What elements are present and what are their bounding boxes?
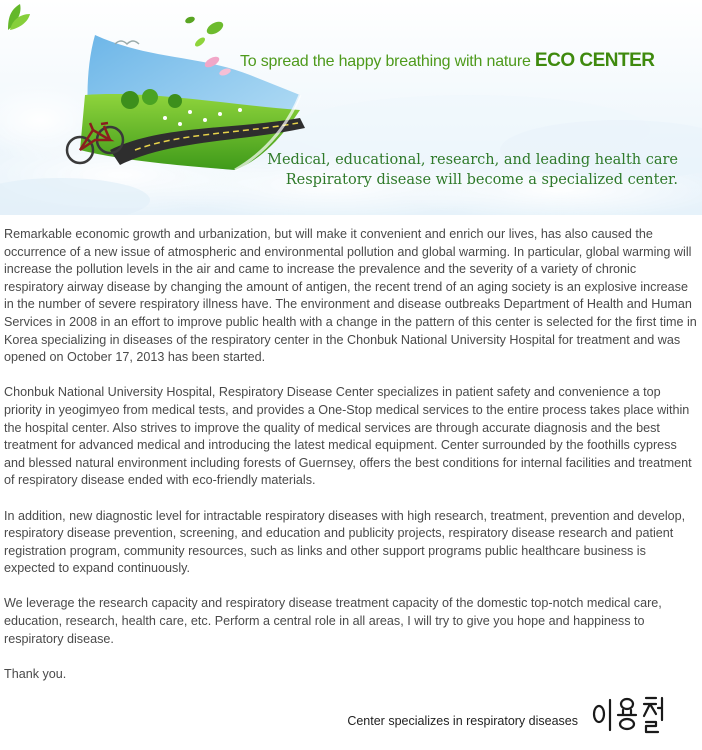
- brand-name: ECO CENTER: [534, 50, 655, 71]
- body-paragraph: We leverage the research capacity and respiratory disease treatment capacity of the domestic top-notch medical care, education, research, health care, etc. Perform a central role in all areas, I will try to give you hope and happiness to respiratory disease.: [4, 596, 662, 646]
- leaf-icon: [0, 0, 32, 32]
- header-tagline: [240, 50, 655, 72]
- tagline-text: To spread the happy breathing with nature: [240, 53, 531, 70]
- handwritten-signature: [590, 692, 676, 736]
- body-paragraph: Chonbuk National University Hospital, Respiratory Disease Center specializes in patient safety and convenience a top priority in yeogimyeo from medical tests, and provides a One-Stop medical services to the entire process takes place within the hospital center. Also strives to improve the quality of medical services are through accurate diagnosis and the best treatment for advanced medical and introducing the latest medical equipment. Center surrounded by the foothills cypress and blessed natural environment including forests of Guernsey, offers the best conditions for internal facilities and treatment of respiratory disease ended with eco-friendly materials.: [4, 385, 692, 488]
- closing-remark: Thank you.: [4, 666, 67, 681]
- subtitle-line: Respiratory disease will become a specialized center.: [285, 172, 678, 188]
- subtitle-line: Medical, educational, research, and leading health care: [267, 152, 678, 168]
- body-paragraph: Remarkable economic growth and urbanization, but will make it convenient and enrich our lives, has also caused the occurrence of a new issue of atmospheric and environmental pollution and global warming. In particular, global warming will increase the pollution levels in the air and came to increase the prevalence and the severity of a variety of chronic respiratory airway disease by changing the amount of antigen, the recent trend of an aging society is an explosive increase in the number of severe respiratory illness have. The environment and disease outbreaks Department of Health and Human Services in 2008 in an effort to improve public health with a change in the pattern of this center is selected for the first time in Korea specializing in diseases of the respiratory center in the Chonbuk National University Hospital for treatment and was opened on October 17, 2013 has been started.: [4, 227, 697, 365]
- header-subtitle: [267, 150, 678, 190]
- message-body: [4, 226, 698, 701]
- hero-banner: [0, 0, 702, 215]
- signature-block: [347, 692, 676, 736]
- signature-label: Center specializes in respiratory diseases: [347, 714, 578, 728]
- body-paragraph: In addition, new diagnostic level for intractable respiratory diseases with high research, treatment, prevention and develop, respiratory disease prevention, screening, and education and publicity projects, respiratory disease research and patient registration program, community resources, such as links and other support programs public healthcare business is expected to expand continuously.: [4, 508, 686, 576]
